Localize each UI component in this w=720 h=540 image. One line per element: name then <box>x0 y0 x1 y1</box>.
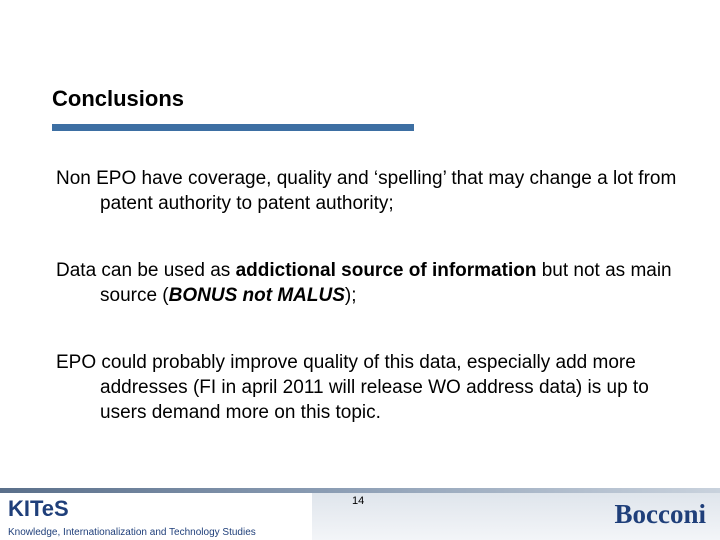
bullet-item-additional-source <box>56 258 696 308</box>
bullet-list <box>56 166 696 425</box>
bocconi-logo: Bocconi <box>614 499 706 529</box>
slide-footer <box>0 488 720 540</box>
bullet-text: EPO could probably improve quality of this data, especially add more addresses (FI in april 2011 will release WO address data) is up to users demand more on this topic. <box>56 352 649 423</box>
bullet-item-coverage <box>56 166 696 216</box>
bullet-text-part: Data can be used as <box>56 260 236 281</box>
bullet-emphasis: addictional source of information <box>235 260 537 281</box>
bullet-text-part: but not as main source ( <box>100 260 672 306</box>
kites-tagline: Knowledge, Internationalization and Technology Studies <box>8 527 256 538</box>
page-number: 14 <box>352 495 365 507</box>
slide-title: Conclusions <box>52 86 185 111</box>
bullet-emphasis-italic: BONUS not MALUS <box>168 285 345 306</box>
kites-logo-block <box>0 493 312 540</box>
bullet-text: Non EPO have coverage, quality and ‘spelling’ that may change a lot from patent authority to patent authority; <box>56 168 677 214</box>
kites-logo: KITeS <box>8 496 69 521</box>
bullet-text-part: ); <box>344 285 357 306</box>
bullet-item-epo-quality <box>56 350 696 425</box>
title-underline <box>52 124 414 131</box>
